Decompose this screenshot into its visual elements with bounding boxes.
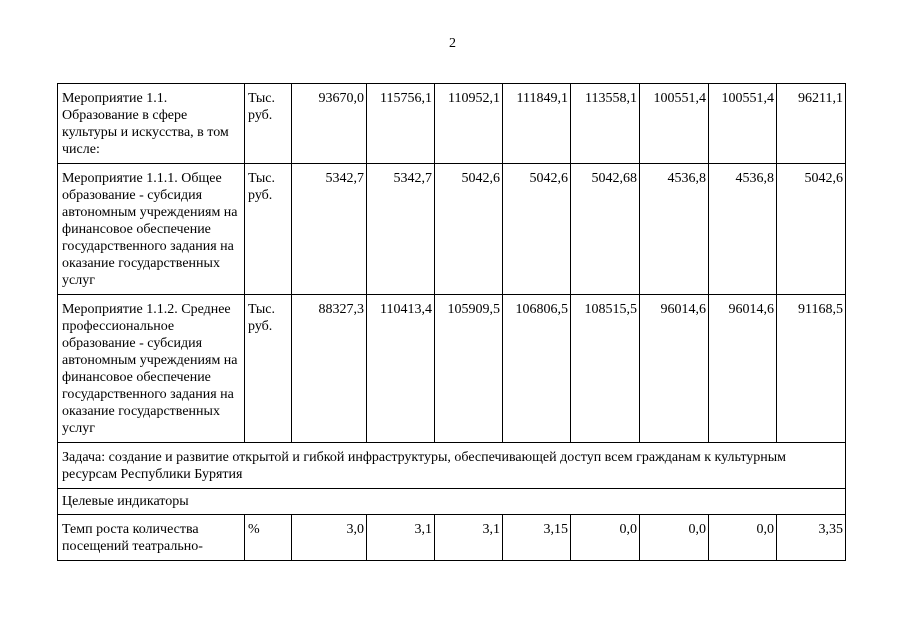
value-cell: 91168,5 [777,295,846,443]
value-cell: 5342,7 [367,164,435,295]
value-cell: 93670,0 [292,84,367,164]
activity-name-cell: Мероприятие 1.1. Образование в сфере культуры и искусства, в том числе: [58,84,245,164]
value-cell: 106806,5 [503,295,571,443]
unit-cell: % [245,515,292,561]
value-cell: 3,0 [292,515,367,561]
value-cell: 4536,8 [640,164,709,295]
value-cell: 5042,6 [435,164,503,295]
value-cell: 96211,1 [777,84,846,164]
value-cell: 5342,7 [292,164,367,295]
value-cell: 3,1 [367,515,435,561]
unit-cell: Тыс. руб. [245,295,292,443]
activity-name-cell: Мероприятие 1.1.1. Общее образование - субсидия автономным учреждениям на финансовое обеспечение государственного задания на оказание государственных услуг [58,164,245,295]
value-cell: 0,0 [640,515,709,561]
value-cell: 0,0 [571,515,640,561]
value-cell: 110952,1 [435,84,503,164]
value-cell: 115756,1 [367,84,435,164]
value-cell: 105909,5 [435,295,503,443]
value-cell: 111849,1 [503,84,571,164]
task-row [58,443,846,489]
value-cell: 5042,6 [503,164,571,295]
page-number: 2 [449,36,456,51]
value-cell: 100551,4 [709,84,777,164]
value-cell: 113558,1 [571,84,640,164]
value-cell: 5042,6 [777,164,846,295]
table-row [58,84,846,164]
value-cell: 5042,68 [571,164,640,295]
table-row [58,164,846,295]
unit-cell: Тыс. руб. [245,164,292,295]
value-cell: 96014,6 [709,295,777,443]
value-cell: 4536,8 [709,164,777,295]
value-cell: 0,0 [709,515,777,561]
value-cell: 3,1 [435,515,503,561]
indicator-name-cell: Темп роста количества посещений театрально- [58,515,245,561]
value-cell: 3,15 [503,515,571,561]
value-cell: 3,35 [777,515,846,561]
program-table [57,83,846,561]
activity-name-cell: Мероприятие 1.1.2. Среднее профессиональное образование - субсидия автономным учреждениям на финансовое обеспечение государственного задания на оказание государственных услуг [58,295,245,443]
value-cell: 108515,5 [571,295,640,443]
value-cell: 96014,6 [640,295,709,443]
value-cell: 88327,3 [292,295,367,443]
indicator-row [58,515,846,561]
indicators-heading-row [58,489,846,515]
indicators-heading: Целевые индикаторы [58,489,846,515]
value-cell: 110413,4 [367,295,435,443]
value-cell: 100551,4 [640,84,709,164]
task-text: Задача: создание и развитие открытой и гибкой инфраструктуры, обеспечивающей доступ всем гражданам к культурным ресурсам Республики Бурятия [58,443,846,489]
unit-cell: Тыс. руб. [245,84,292,164]
table-row [58,295,846,443]
